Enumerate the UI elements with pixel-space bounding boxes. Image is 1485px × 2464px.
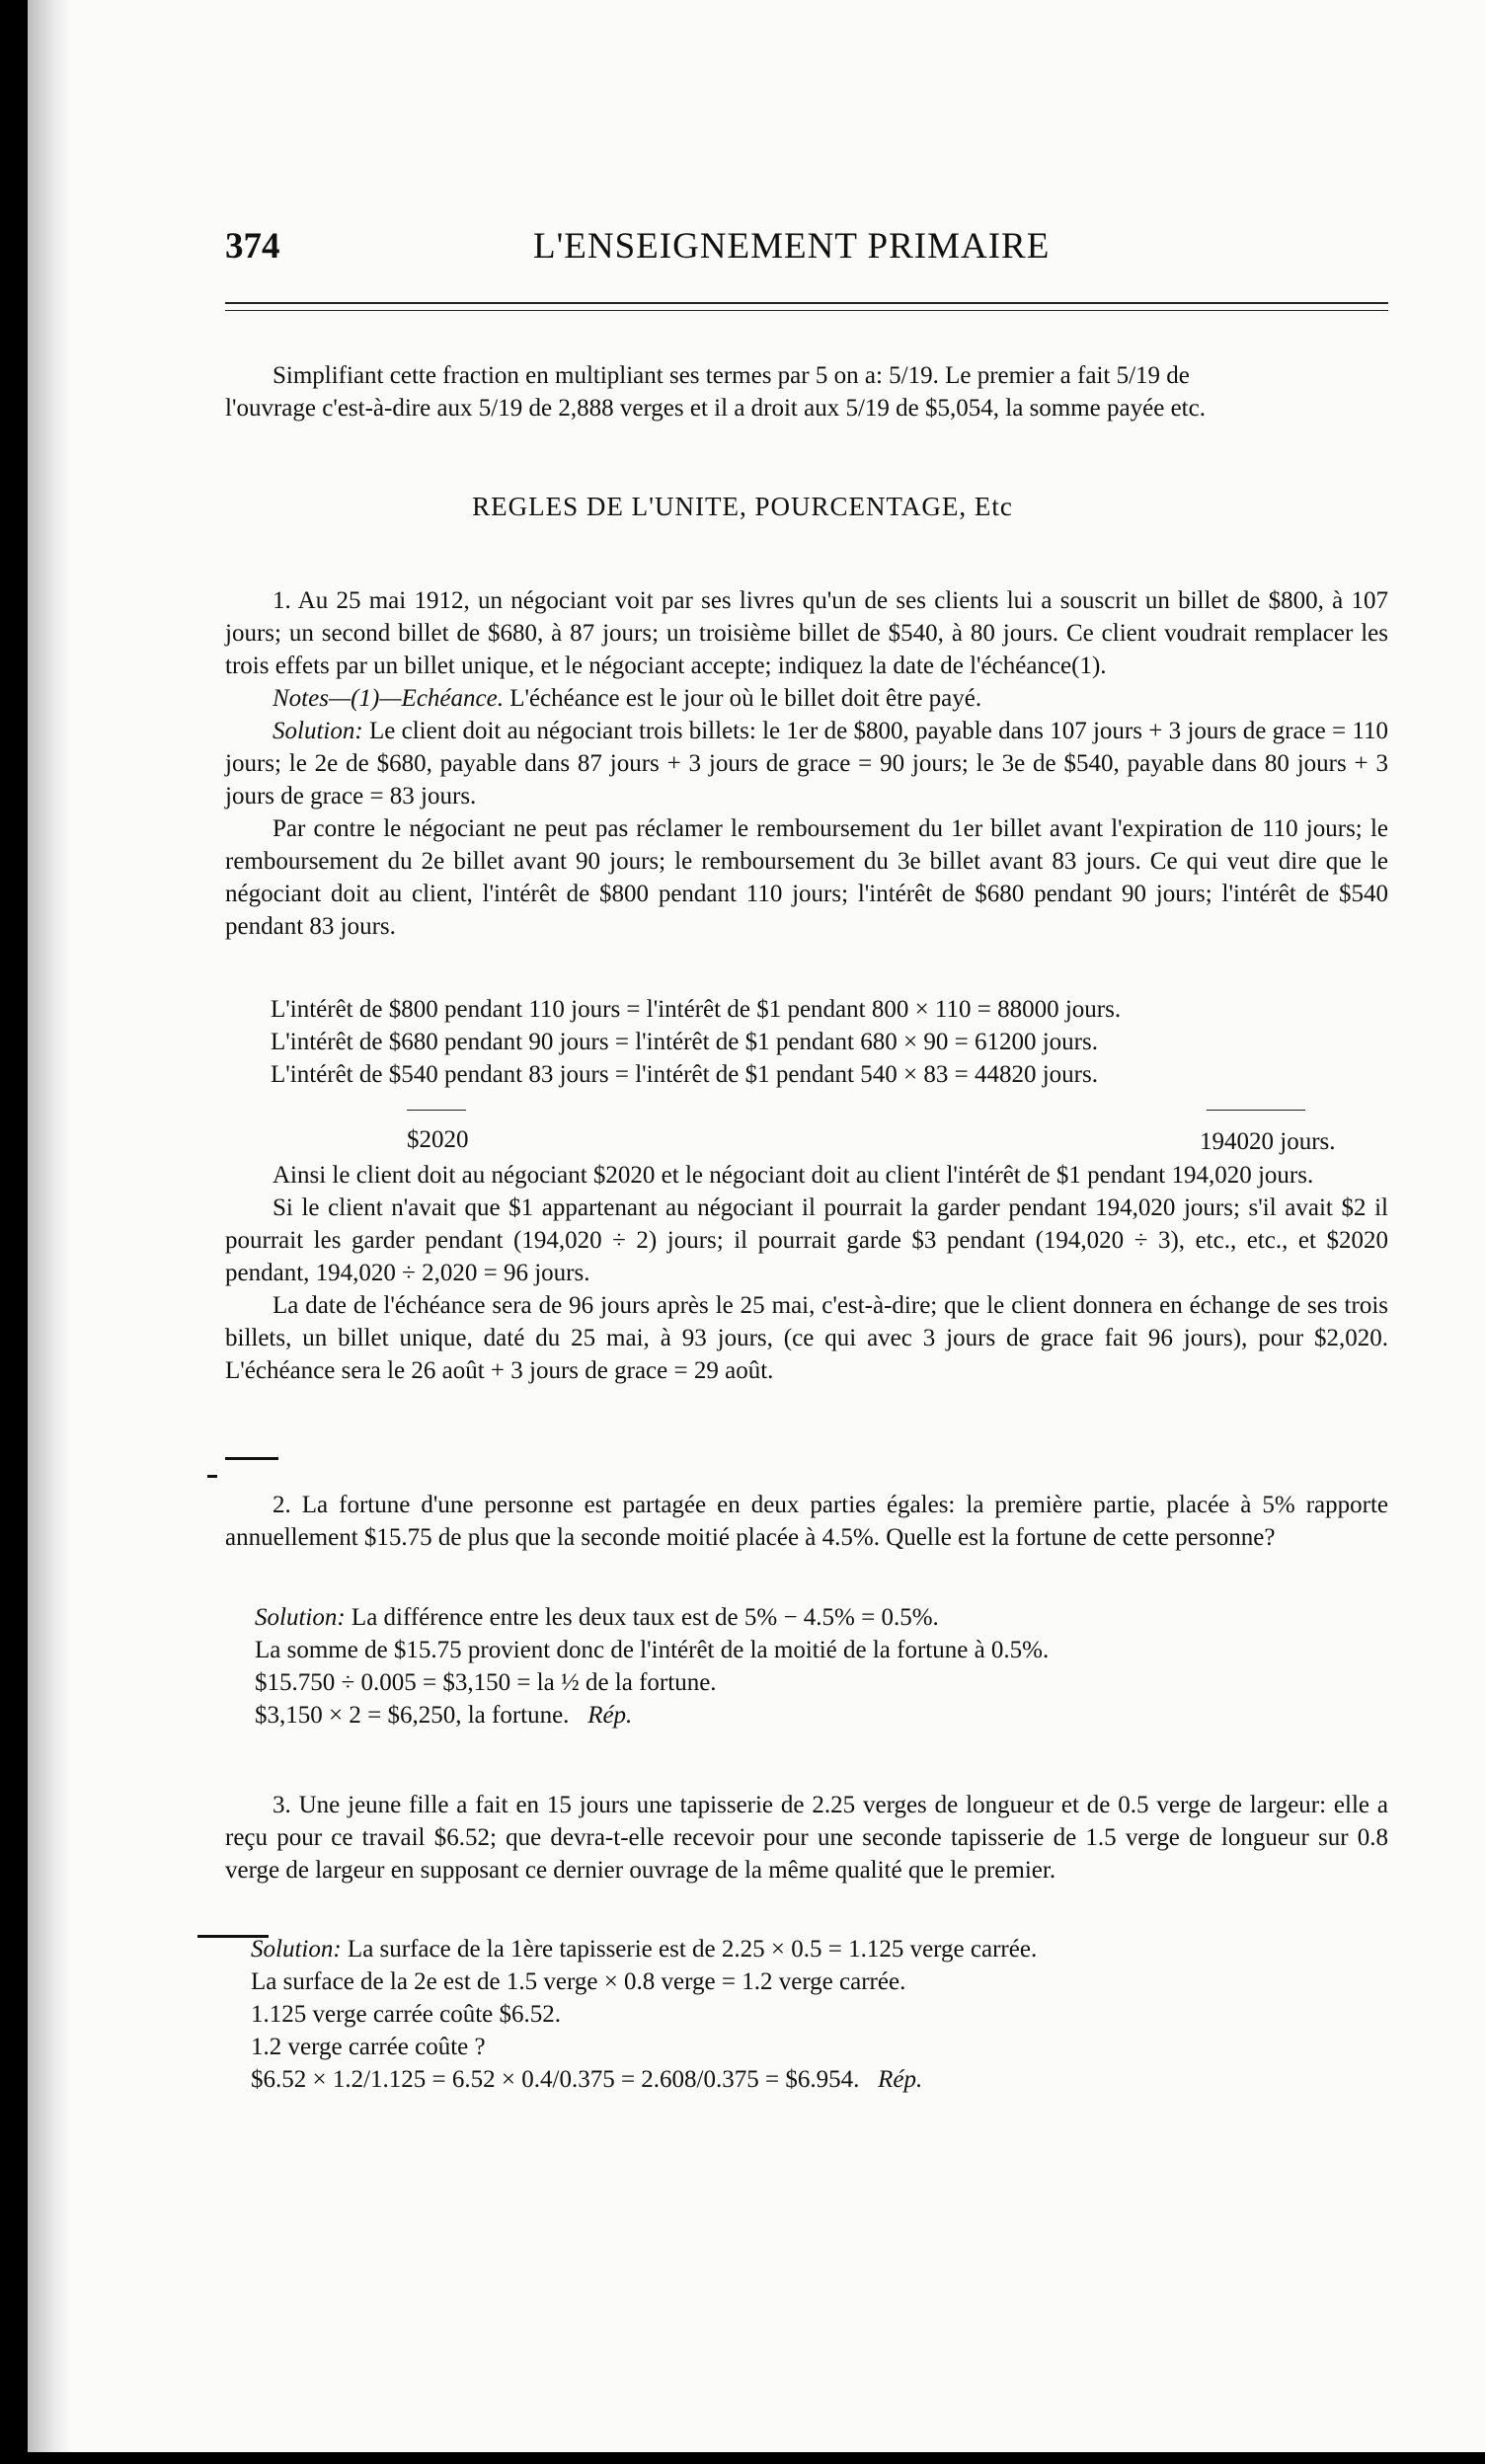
note-text: L'échéance est le jour où le billet doit être payé.	[509, 685, 982, 712]
calc-line: L'intérêt de $540 pendant 83 jours = l'intérêt de $1 pendant 540 × 83 = 44820 jours.	[271, 1061, 1098, 1088]
solution-line: La surface de la 2e est de 1.5 verge × 0.8 verge = 1.2 verge carrée.	[251, 1968, 906, 1995]
intro-line-2: l'ouvrage c'est-à-dire aux 5/19 de 2,888 verges et il a droit aux 5/19 de $5,054, la somme payée etc.	[225, 395, 1206, 422]
page-number: 374	[225, 226, 280, 267]
solution-label: Solution:	[273, 718, 363, 744]
calc-line: L'intérêt de $680 pendant 90 jours = l'intérêt de $1 pendant 680 × 90 = 61200 jours.	[271, 1029, 1098, 1055]
problem-1-para-5: La date de l'échéance sera de 96 jours après le 25 mai, c'est-à-dire; que le client donnera en échange de ses trois billets, un billet unique, daté du 25 mai, à 93 jours, (ce qui avec 3 jours de grace fait 96 jours), pour $2,020. L'échéance sera le 26 août + 3 jours de grace = 29 août.	[225, 1292, 1388, 1384]
solution-line: $15.750 ÷ 0.005 = $3,150 = la ½ de la fortune.	[255, 1669, 717, 1696]
pen-mark	[225, 1457, 278, 1460]
intro-paragraph	[225, 359, 1388, 424]
sum-rule-right	[1207, 1110, 1305, 1111]
section-title: REGLES DE L'UNITE, POURCENTAGE, Etc	[472, 492, 1013, 521]
problem-1-para-4: Si le client n'avait que $1 appartenant au négociant il pourrait la garder pendant 194,020 jours; s'il avait $2 il pourrait les garder pendant (194,020 ÷ 2) jours; il pourrait garde $3 pendant (194,020 ÷ 3), etc., etc., et $2020 pendant, 194,020 ÷ 2,020 = 96 jours.	[225, 1194, 1388, 1286]
total-amount: $2020	[407, 1126, 469, 1153]
problem-3-solution	[251, 1933, 1367, 2096]
problem-1-para-2: Par contre le négociant ne peut pas réclamer le remboursement du 1er billet avant l'expiration de 110 jours; le remboursement du 2e billet avant 90 jours; le remboursement du 3e billet avant 83 jours. Ce qui veut dire que le négociant doit au client, l'intérêt de $800 pendant 110 jours; l'intérêt de $680 pendant 90 jours; l'intérêt de $540 pendant 83 jours.	[225, 815, 1388, 940]
intro-line-1: Simplifiant cette fraction en multipliant ses termes par 5 on a: 5/19. Le premier a fait 5/19 de	[273, 362, 1190, 389]
note-label: Notes—(1)—Echéance.	[273, 685, 504, 712]
problem-1-para-3: Ainsi le client doit au négociant $2020 et le négociant doit au client l'intérêt de $1 pendant 194,020 jours.	[273, 1162, 1314, 1189]
interest-calculations	[271, 993, 1386, 1091]
running-head: L'ENSEIGNEMENT PRIMAIRE	[533, 226, 1051, 267]
book-gutter	[28, 0, 71, 2452]
solution-line: $3,150 × 2 = $6,250, la fortune.	[255, 1702, 570, 1729]
rep-label: Rép.	[587, 1702, 633, 1729]
problem-1	[225, 584, 1388, 943]
sum-rule-left	[407, 1110, 466, 1111]
solution-line: La somme de $15.75 provient donc de l'intérêt de la moitié de la fortune à 0.5%.	[255, 1637, 1050, 1663]
pen-mark-small	[207, 1475, 217, 1478]
problem-2	[225, 1489, 1388, 1554]
problem-3	[225, 1789, 1388, 1886]
final-calculation: $6.52 × 1.2/1.125 = 6.52 × 0.4/0.375 = 2.608/0.375 = $6.954.	[251, 2066, 860, 2093]
rep-label: Rép.	[878, 2066, 923, 2093]
header-rule-thin	[225, 310, 1388, 311]
solution-line: 1.125 verge carrée coûte $6.52.	[251, 2001, 561, 2028]
solution-line: La surface de la 1ère tapisserie est de 2.25 × 0.5 = 1.125 verge carrée.	[347, 1936, 1038, 1963]
problem-2-statement: 2. La fortune d'une personne est partagée en deux parties égales: la première partie, placée à 5% rapporte annuellement $15.75 de plus que la seconde moitié placée à 4.5%. Quelle est la fortune de cette personne?	[225, 1492, 1388, 1551]
problem-2-solution	[255, 1601, 1370, 1732]
calc-line: L'intérêt de $800 pendant 110 jours = l'intérêt de $1 pendant 800 × 110 = 88000 jours.	[271, 996, 1122, 1023]
total-days: 194020 jours.	[1200, 1128, 1336, 1155]
problem-3-statement: 3. Une jeune fille a fait en 15 jours une tapisserie de 2.25 verges de longueur et de 0.5 verge de largeur: elle a reçu pour ce travail $6.52; que devra-t-elle recevoir pour une seconde tapisserie de 1.5 verge de longueur sur 0.8 verge de largeur en supposant ce dernier ouvrage de la même qualité que le premier.	[225, 1792, 1388, 1884]
solution-line: 1.2 verge carrée coûte ?	[251, 2034, 486, 2060]
problem-1-conclusion	[225, 1159, 1388, 1387]
solution-label: Solution:	[255, 1604, 346, 1631]
solution-label: Solution:	[251, 1936, 342, 1963]
header-rule	[225, 302, 1388, 304]
solution-line: La différence entre les deux taux est de 5% − 4.5% = 0.5%.	[351, 1604, 939, 1631]
solution-text: Le client doit au négociant trois billets: le 1er de $800, payable dans 107 jours + 3 jours de grace = 110 jours; le 2e de $680, payable dans 87 jours + 3 jours de grace = 90 jours; le 3e de $540, payable dans 80 jours + 3 jours de grace = 83 jours.	[225, 718, 1388, 809]
problem-1-statement: 1. Au 25 mai 1912, un négociant voit par ses livres qu'un de ses clients lui a souscrit un billet de $800, à 107 jours; un second billet de $680, à 87 jours; un troisième billet de $540, à 80 jours. Ce client voudrait remplacer les trois effets par un billet unique, et le négociant accepte; indiquez la date de l'échéance(1).	[225, 587, 1388, 679]
